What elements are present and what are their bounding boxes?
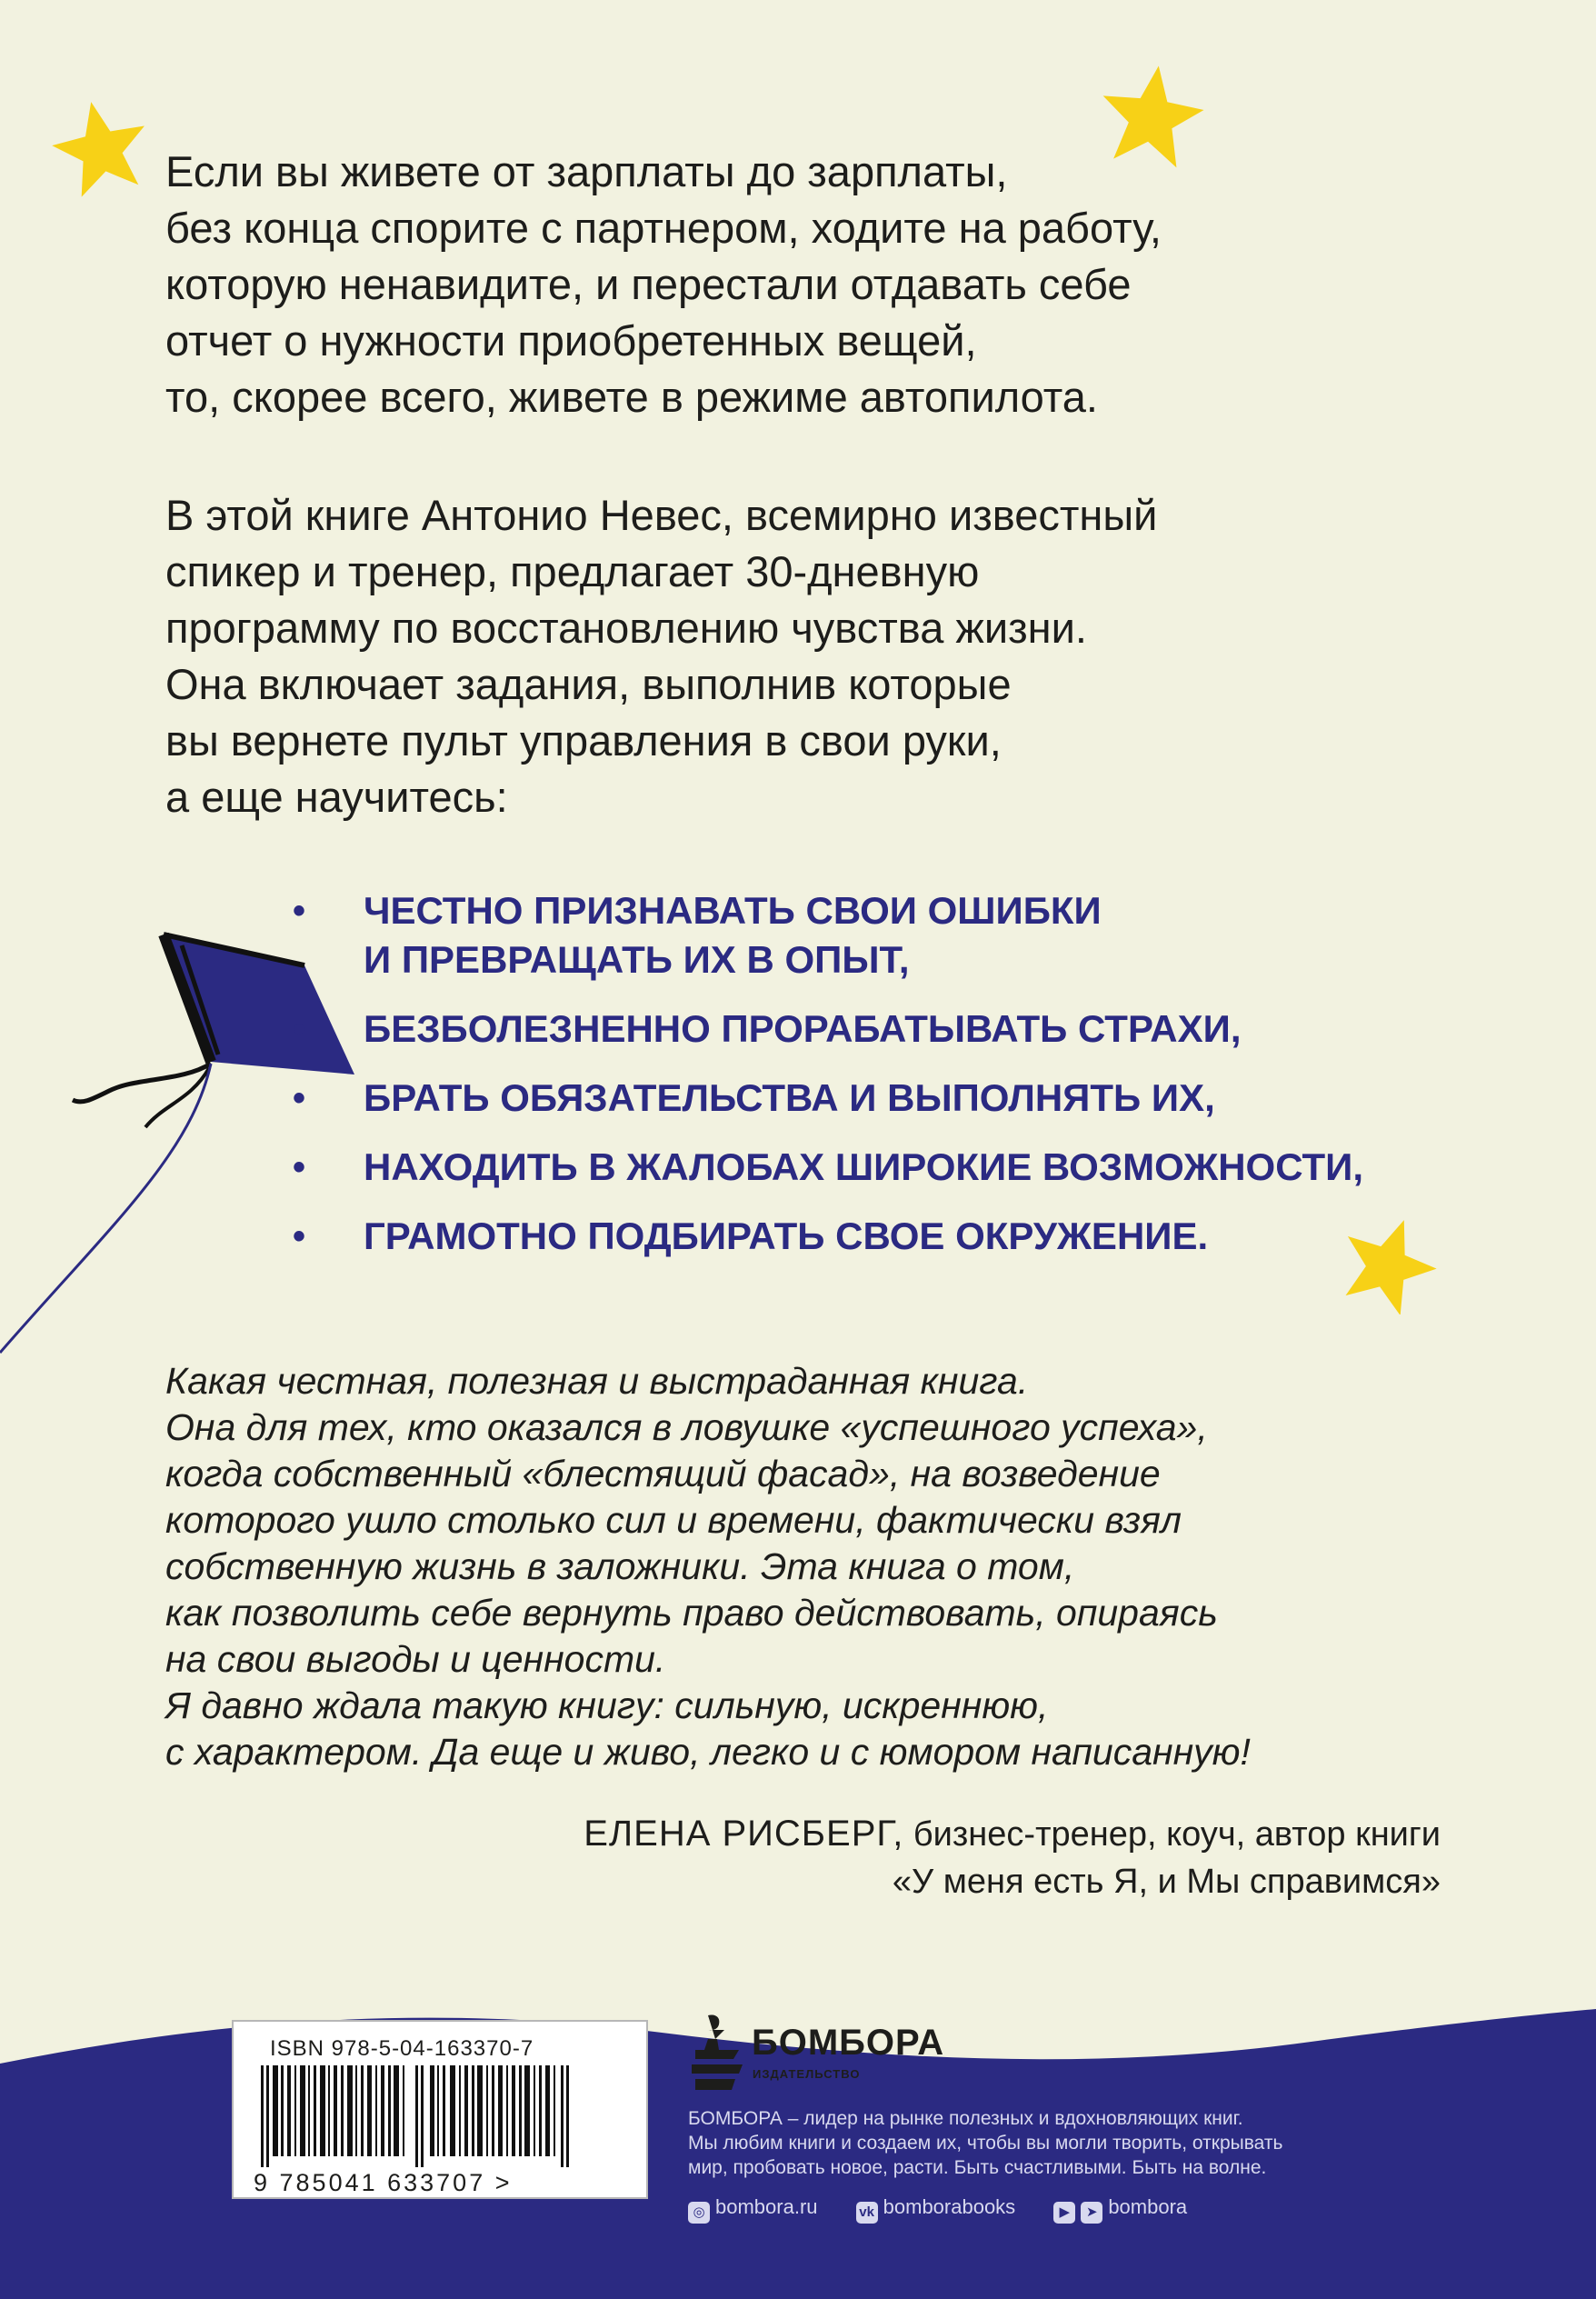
author-name: ЕЛЕНА РИСБЕРГ, [584,1814,904,1854]
quote-line: когда собственный «блестящий фасад», на возведение [165,1453,1161,1494]
publisher-name: БОМБОРА [752,2023,945,2063]
publisher-description: БОМБОРА – лидер на рынке полезных и вдохновляющих книг. Мы любим книги и создаем их, чтобы вы могли творить, открывать мир, пробовать новое, расти. Быть счастливыми. Быть на волне. [688,2108,1283,2178]
intro-line: которую ненавидите, и перестали отдавать себе [165,260,1132,308]
vk-icon: vk [856,2202,878,2224]
author-book: «У меня есть Я, и Мы справимся» [892,1863,1441,1901]
quote-line: которого ушло столько сил и времени, фактически взял [165,1499,1182,1541]
isbn-label: ISBN 978-5-04-163370-7 [270,2036,534,2061]
review-quote [165,1358,1438,1775]
publisher-subtitle: ИЗДАТЕЛЬСТВО [753,2067,861,2081]
description-line: спикер и тренер, предлагает 30-дневную [165,547,980,595]
description-line: Она включает задания, выполнив которые [165,660,1012,708]
youtube-icon: ▶ [1053,2202,1075,2224]
quote-line: Она для тех, кто оказался в ловушке «успешного успеха», [165,1406,1208,1448]
instagram-icon: ◎ [688,2202,710,2224]
star-icon [51,98,151,198]
description-line: В этой книге Антонио Невес, всемирно известный [165,491,1158,539]
list-item: • БРАТЬ ОБЯЗАТЕЛЬСТВА И ВЫПОЛНЯТЬ ИХ, [364,1074,1363,1123]
telegram-icon: ➤ [1081,2202,1102,2224]
barcode-icon [261,2065,588,2167]
quote-line: собственную жизнь в заложники. Эта книга о том, [165,1545,1075,1587]
author-role: бизнес-тренер, коуч, автор книги [913,1815,1441,1854]
isbn-barcode [232,2020,648,2199]
kite-illustration [0,918,382,1373]
quote-line: как позволить себе вернуть право действовать, опираясь [165,1592,1218,1634]
skills-list [364,886,1363,1281]
quote-line: на свои выгоды и ценности. [165,1638,666,1680]
intro-line: то, скорее всего, живете в режиме автопилота. [165,373,1098,421]
intro-paragraph [165,144,1347,425]
description-paragraph [165,487,1347,825]
quote-line: Какая честная, полезная и выстраданная книга. [165,1360,1029,1402]
list-item: • ЧЕСТНО ПРИЗНАВАТЬ СВОИ ОШИБКИ И ПРЕВРАЩАТЬ ИХ В ОПЫТ, [364,886,1363,985]
social-link-vk[interactable]: vk bomborabooks [856,2195,1016,2224]
social-link-site[interactable]: ◎ bombora.ru [688,2195,818,2224]
description-line: программу по восстановлению чувства жизни. [165,604,1087,652]
description-line: вы вернете пульт управления в свои руки, [165,716,1002,765]
intro-line: без конца спорите с партнером, ходите на работу, [165,204,1162,252]
intro-line: отчет о нужности приобретенных вещей, [165,316,977,365]
bombora-logo-icon [688,2014,746,2095]
list-item: • ГРАМОТНО ПОДБИРАТЬ СВОЕ ОКРУЖЕНИЕ. [364,1212,1363,1261]
list-item: • БЕЗБОЛЕЗНЕННО ПРОРАБАТЫВАТЬ СТРАХИ, [364,1005,1363,1054]
quote-line: Я давно ждала такую книгу: сильную, искреннюю, [165,1684,1049,1726]
quote-attribution [584,1810,1441,1905]
quote-line: с характером. Да еще и живо, легко и с юмором написанную! [165,1731,1251,1773]
social-links [688,2195,1220,2224]
list-item: • НАХОДИТЬ В ЖАЛОБАХ ШИРОКИЕ ВОЗМОЖНОСТИ, [364,1143,1363,1192]
intro-line: Если вы живете от зарплаты до зарплаты, [165,147,1008,195]
social-link-bombora[interactable]: ▶ ➤ bombora [1053,2195,1187,2224]
description-line: а еще научитесь: [165,773,508,821]
barcode-digits: 9 785041 633707 > [254,2169,513,2196]
